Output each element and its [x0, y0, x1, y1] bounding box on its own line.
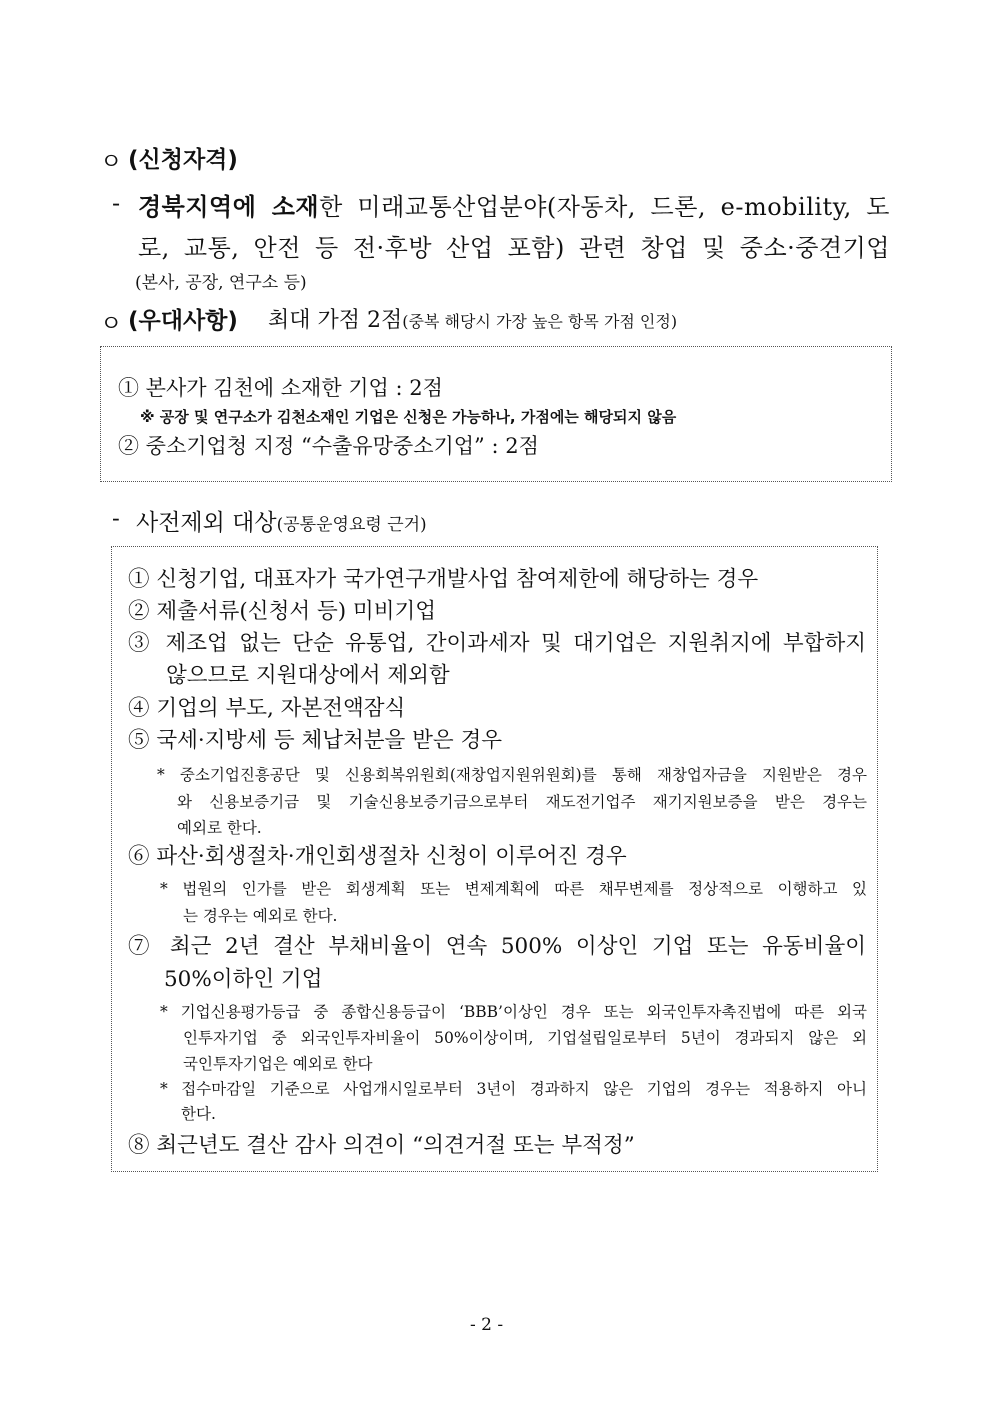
exclusion-item-7-note1-line2: 인투자기업 중 외국인투자비율이 50%이상이며, 기업설립일로부터 5년이 경과되지 않은 외 [183, 1029, 867, 1047]
exclusion-item-5-note-line3: 예외로 한다. [177, 819, 262, 837]
exclusion-item-3-line1: ③ 제조업 없는 단순 유통업, 간이과세자 및 대기업은 지원취지에 부합하지 [128, 631, 866, 656]
exclusion-heading-line [136, 504, 427, 537]
preference-heading: (우대사항) [128, 308, 238, 334]
eligibility-line3: (본사, 공장, 연구소 등) [135, 273, 307, 293]
preference-note: (중복 해당시 가장 높은 항목 가점 인정) [402, 312, 678, 331]
exclusion-item-6-note-line2: 는 경우는 예외로 한다. [183, 907, 338, 925]
preference-note-item: ※ 공장 및 연구소가 김천소재인 기업은 신청은 가능하나, 가점에는 해당되지 않음 [140, 408, 677, 426]
eligibility-line1-bold: 경북지역에 소재 [138, 193, 320, 221]
exclusion-item-2: ② 제출서류(신청서 등) 미비기업 [128, 599, 437, 624]
preference-item-1: ① 본사가 김천에 소재한 기업 : 2점 [118, 376, 443, 400]
eligibility-line1 [138, 187, 890, 222]
bullet: ㅇ [100, 311, 123, 337]
exclusion-item-7-line1: ⑦ 최근 2년 결산 부채비율이 연속 500% 이상인 기업 또는 유동비율이 [128, 934, 866, 959]
dash: - [112, 189, 121, 217]
exclusion-item-7-note2-line1: * 접수마감일 기준으로 사업개시일로부터 3년이 경과하지 않은 기업의 경우는 적용하지 아니 [160, 1080, 867, 1098]
eligibility-line2: 로, 교통, 안전 등 전·후방 산업 포함) 관련 창업 및 중소·중견기업 [138, 234, 890, 262]
exclusion-item-7-note1-line1: * 기업신용평가등급 중 종합신용등급이 ‘BBB’이상인 경우 또는 외국인투자촉진법에 따른 외국 [160, 1003, 867, 1021]
exclusion-item-4: ④ 기업의 부도, 자본전액잠식 [128, 696, 406, 721]
exclusion-item-3-line2: 않으므로 지원대상에서 제외함 [166, 663, 450, 688]
dash: - [112, 506, 120, 532]
bullet: ㅇ [100, 149, 123, 175]
page-number: - 2 - [470, 1315, 504, 1335]
preference-text [268, 303, 677, 334]
exclusion-item-5-note-line2: 와 신용보증기금 및 기술신용보증기금으로부터 재도전기업주 재기지원보증을 받은 경우는 [177, 793, 867, 811]
exclusion-item-5: ⑤ 국세·지방세 등 체납처분을 받은 경우 [128, 728, 503, 753]
exclusion-item-7-line2: 50%이하인 기업 [164, 967, 323, 992]
exclusion-item-6: ⑥ 파산·회생절차·개인회생절차 신청이 이루어진 경우 [128, 844, 627, 869]
exclusion-item-7-note2-line2: 한다. [181, 1105, 216, 1123]
exclusion-note: (공통운영요령 근거) [276, 515, 427, 535]
eligibility-heading: (신청자격) [128, 147, 238, 173]
exclusion-item-1: ① 신청기업, 대표자가 국가연구개발사업 참여제한에 해당하는 경우 [128, 567, 759, 592]
exclusion-heading: 사전제외 대상 [136, 510, 277, 536]
exclusion-item-5-note-line1: * 중소기업진흥공단 및 신용회복위원회(재창업지원위원회)를 통해 재창업자금을 지원받은 경우 [157, 766, 867, 784]
exclusion-item-8: ⑧ 최근년도 결산 감사 의견이 “의견거절 또는 부적정” [128, 1133, 635, 1158]
preference-item-2: ② 중소기업청 지정 “수출유망중소기업” : 2점 [118, 434, 539, 458]
eligibility-line1-rest: 한 미래교통산업분야(자동차, 드론, e-mobility, 도 [319, 193, 890, 221]
exclusion-item-6-note-line1: * 법원의 인가를 받은 회생계획 또는 변제계획에 따른 채무변제를 정상적으로 이행하고 있 [160, 880, 867, 898]
exclusion-item-7-note1-line3: 국인투자기업은 예외로 한다 [183, 1055, 373, 1073]
preference-main: 최대 가점 2점 [268, 308, 403, 333]
